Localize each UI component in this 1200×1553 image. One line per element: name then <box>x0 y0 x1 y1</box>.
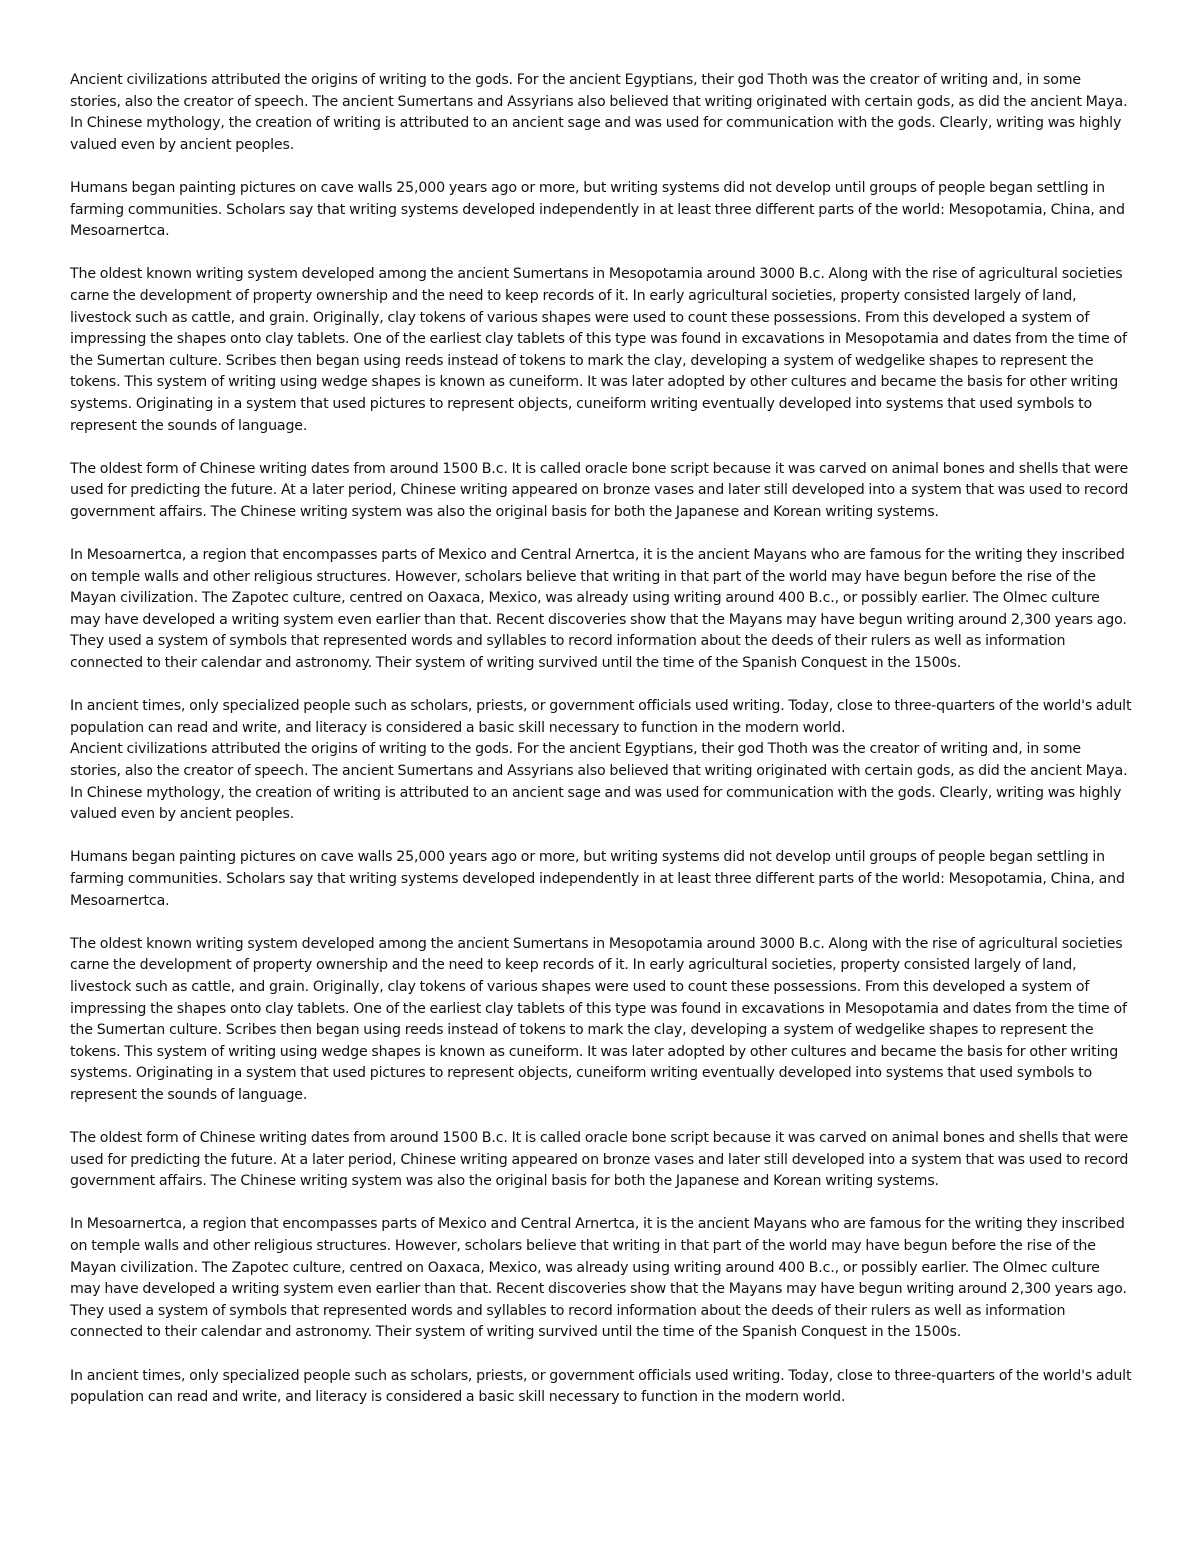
paragraph-sumerian-writing-repeat: The oldest known writing system developed among the ancient Sumertans in Mesopotamia around 3000 B.c. Along with the rise of agricultural societies carne the development of property ownership and the need to keep records of it. In early agricultural societies, property consisted largely of land, livestock such as cattle, and grain. Originally, clay tokens of various shapes were used to count these possessions. From this developed a system of impressing the shapes onto clay tablets. One of the earliest clay tablets of this type was found in excavations in Mesopotamia and dates from the time of the Sumertan culture. Scribes then began using reeds instead of tokens to mark the clay, developing a system of wedgelike shapes to represent the tokens. This system of writing using wedge shapes is known as cuneiform. It was later adopted by other cultures and became the basis for other writing systems. Originating in a system that used pictures to represent objects, cuneiform writing eventually developed into systems that used symbols to represent the sounds of language. <box>70 935 1127 1103</box>
paragraph-literacy: In ancient times, only specialized people such as scholars, priests, or government officials used writing. Today, close to three-quarters of the world's adult population can read and write, and literacy is considered a basic skill necessary to function in the modern world. <box>70 698 1132 736</box>
paragraph-mesoamerican-writing-repeat: In Mesoarnertca, a region that encompasses parts of Mexico and Central Arnertca, it is the ancient Mayans who are famous for the writing they inscribed on temple walls and other religious structures. However, scholars believe that writing in that part of the world may have begun before the rise of the Mayan civilization. The Zapotec culture, centred on Oaxaca, Mexico, was already using writing around 400 B.c., or possibly earlier. The Olmec culture may have developed a writing system even earlier than that. Recent discoveries show that the Mayans may have begun writing around 2,300 years ago. They used a system of symbols that represented words and syllables to record information about the deeds of their rulers as well as information connected to their calendar and astronomy. Their system of writing survived until the time of the Spanish Conquest in the 1500s. <box>70 1216 1127 1341</box>
paragraph-sumerian-writing: The oldest known writing system developed among the ancient Sumertans in Mesopotamia around 3000 B.c. Along with the rise of agricultural societies carne the development of property ownership and the need to keep records of it. In early agricultural societies, property consisted largely of land, livestock such as cattle, and grain. Originally, clay tokens of various shapes were used to count these possessions. From this developed a system of impressing the shapes onto clay tablets. One of the earliest clay tablets of this type was found in excavations in Mesopotamia and dates from the time of the Sumertan culture. Scribes then began using reeds instead of tokens to mark the clay, developing a system of wedgelike shapes to represent the tokens. This system of writing using wedge shapes is known as cuneiform. It was later adopted by other cultures and became the basis for other writing systems. Originating in a system that used pictures to represent objects, cuneiform writing eventually developed into systems that used symbols to represent the sounds of language. <box>70 266 1127 434</box>
paragraph-mesoamerican-writing: In Mesoarnertca, a region that encompasses parts of Mexico and Central Arnertca, it is the ancient Mayans who are famous for the writing they inscribed on temple walls and other religious structures. However, scholars believe that writing in that part of the world may have begun before the rise of the Mayan civilization. The Zapotec culture, centred on Oaxaca, Mexico, was already using writing around 400 B.c., or possibly earlier. The Olmec culture may have developed a writing system even earlier than that. Recent discoveries show that the Mayans may have begun writing around 2,300 years ago. They used a system of symbols that represented words and syllables to record information about the deeds of their rulers as well as information connected to their calendar and astronomy. Their system of writing survived until the time of the Spanish Conquest in the 1500s. <box>70 547 1127 672</box>
paragraph-origins-gods: Ancient civilizations attributed the origins of writing to the gods. For the ancient Egyptians, their god Thoth was the creator of writing and, in some stories, also the creator of speech. The ancient Sumertans and Assyrians also believed that writing originated with certain gods, as did the ancient Maya. In Chinese mythology, the creation of writing is attributed to an ancient sage and was used for communication with the gods. Clearly, writing was highly valued even by ancient peoples. <box>70 72 1128 153</box>
paragraph-chinese-writing-repeat: The oldest form of Chinese writing dates from around 1500 B.c. It is called oracle bone script because it was carved on animal bones and shells that were used for predicting the future. At a later period, Chinese writing appeared on bronze vases and later still developed into a system that was used to record government affairs. The Chinese writing system was also the original basis for both the Japanese and Korean writing systems. <box>70 1130 1129 1190</box>
paragraph-literacy-repeat: In ancient times, only specialized people such as scholars, priests, or government officials used writing. Today, close to three-quarters of the world's adult population can read and write, and literacy is considered a basic skill necessary to function in the modern world. <box>70 1367 1132 1406</box>
paragraph-origins-gods-repeat: Ancient civilizations attributed the origins of writing to the gods. For the ancient Egyptians, their god Thoth was the creator of writing and, in some stories, also the creator of speech. The ancient Sumertans and Assyrians also believed that writing originated with certain gods, as did the ancient Maya. In Chinese mythology, the creation of writing is attributed to an ancient sage and was used for communication with the gods. Clearly, writing was highly valued even by ancient peoples. <box>70 741 1128 823</box>
paragraph-cave-paintings-repeat: Humans began painting pictures on cave walls 25,000 years ago or more, but writing systems did not develop until groups of people began settling in farming communities. Scholars say that writing systems developed independently in at least three different parts of the world: Mesopotamia, China, and Mesoarnertca. <box>70 849 1125 909</box>
document-page <box>70 70 1132 1409</box>
paragraph-chinese-writing: The oldest form of Chinese writing dates from around 1500 B.c. It is called oracle bone script because it was carved on animal bones and shells that were used for predicting the future. At a later period, Chinese writing appeared on bronze vases and later still developed into a system that was used to record government affairs. The Chinese writing system was also the original basis for both the Japanese and Korean writing systems. <box>70 460 1129 520</box>
paragraph-cave-paintings: Humans began painting pictures on cave walls 25,000 years ago or more, but writing systems did not develop until groups of people began settling in farming communities. Scholars say that writing systems developed independently in at least three different parts of the world: Mesopotamia, China, and Mesoarnertca. <box>70 179 1125 240</box>
